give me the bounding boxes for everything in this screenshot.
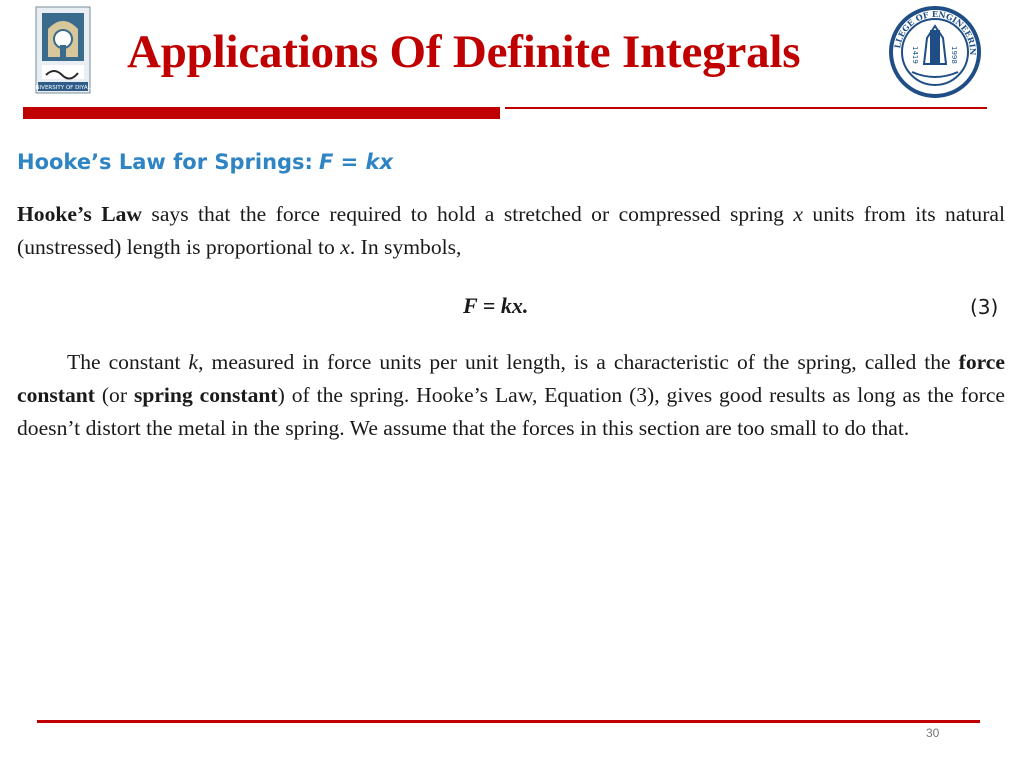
paragraph2-text-a: The constant [67,350,189,374]
page-number: 30 [926,726,940,740]
equation-number: (3) [970,295,999,319]
variable-x: x [793,202,803,226]
svg-text:UNIVERSITY OF DIYALA: UNIVERSITY OF DIYALA [34,85,92,91]
slide-title: Applications Of Definite Integrals [127,26,801,78]
svg-text:COLLEGE OF ENGINEERING: LLEGE OF ENGINEERIN [892,8,979,56]
paragraph2-text-b: , measured in force units per unit length, is a characteristic of the spring, called the [198,350,959,374]
variable-k: k [188,350,199,374]
college-seal [888,6,982,98]
term-hookes-law: Hooke’s Law [17,202,142,226]
paragraph1-text-b: units from its natural (unstressed) length is proportional to [17,202,1005,259]
term-force-constant: force constant [17,350,1005,407]
section-heading [17,146,393,178]
equation-display [463,289,528,323]
paragraph2-text-c: (or [94,383,134,407]
footer-rule [37,720,980,723]
university-of-diyala-logo-icon [34,5,92,95]
paragraph-hookes-law [17,198,1005,264]
svg-text:1419: 1419 [911,46,919,64]
section-heading-text: Hooke’s Law for Springs: [17,150,313,174]
equation-text: F = kx. [463,293,529,318]
paragraph1-text-a: says that the force required to hold a stretched or compressed spring [142,202,794,226]
term-spring-constant: spring constant [133,383,278,407]
header-rule-thin [505,107,987,109]
paragraph1-text-c: . In symbols, [349,235,462,259]
paragraph2-text-d: ) of the spring. Hooke’s Law, Equation (3), gives good results as long as the force doesn’t distort the metal in the spring. We assume that the forces in this section are too small to do that. [17,383,1005,440]
section-heading-equation: F = kx [318,150,394,174]
svg-text:1998: 1998 [950,46,958,64]
university-logo [34,5,92,95]
paragraph-force-constant [17,346,1005,445]
variable-x: x [340,235,350,259]
college-of-engineering-seal-icon [888,6,982,98]
header-rule-thick [23,107,500,119]
